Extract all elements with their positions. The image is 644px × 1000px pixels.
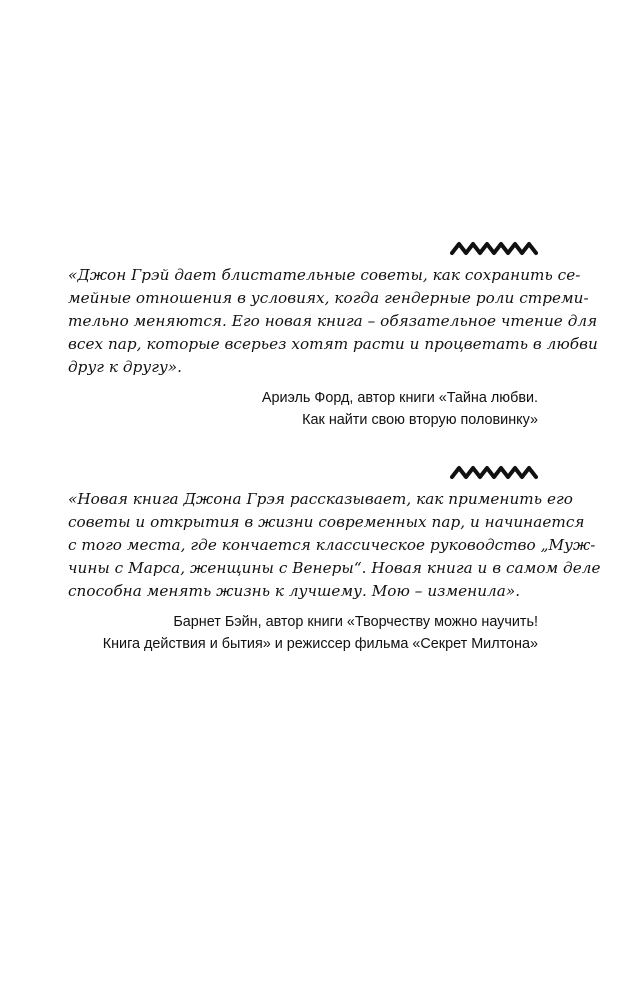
quote-line: тельно меняются. Его новая книга – обязательное чтение для: [68, 312, 598, 330]
quote-line: чины с Марса, женщины с Венеры“. Новая книга и в самом деле: [68, 559, 601, 577]
endorsement-attribution: [68, 387, 538, 431]
quote-line: с того места, где кончается классическое руководство „Муж-: [68, 536, 596, 554]
quote-line: «Джон Грэй дает блистательные советы, как сохранить се-: [68, 266, 581, 284]
attribution-line: Ариэль Форд, автор книги «Тайна любви.: [261, 390, 538, 406]
attribution-line: Барнет Бэйн, автор книги «Творчеству можно научить!: [173, 614, 538, 630]
endorsement-2: [68, 462, 601, 655]
zigzag-wave-icon: [450, 238, 538, 258]
endorsement-quote: [68, 488, 601, 603]
endorsement-1: [68, 238, 598, 431]
quote-line: друг к другу».: [68, 358, 183, 376]
zigzag-wave-icon: [450, 462, 538, 482]
quote-line: способна менять жизнь к лучшему. Мою – изменила».: [68, 582, 521, 600]
attribution-line: Как найти свою вторую половинку»: [302, 412, 538, 428]
endorsement-attribution: [68, 611, 538, 655]
quote-line: всех пар, которые всерьез хотят расти и процветать в любви: [68, 335, 598, 353]
quote-line: советы и открытия в жизни современных пар, и начинается: [68, 513, 585, 531]
attribution-line: Книга действия и бытия» и режиссер фильма «Секрет Милтона»: [102, 636, 538, 652]
endorsement-quote: [68, 264, 598, 379]
quote-line: мейные отношения в условиях, когда гендерные роли стреми-: [68, 289, 589, 307]
quote-line: «Новая книга Джона Грэя рассказывает, как применить его: [68, 490, 573, 508]
